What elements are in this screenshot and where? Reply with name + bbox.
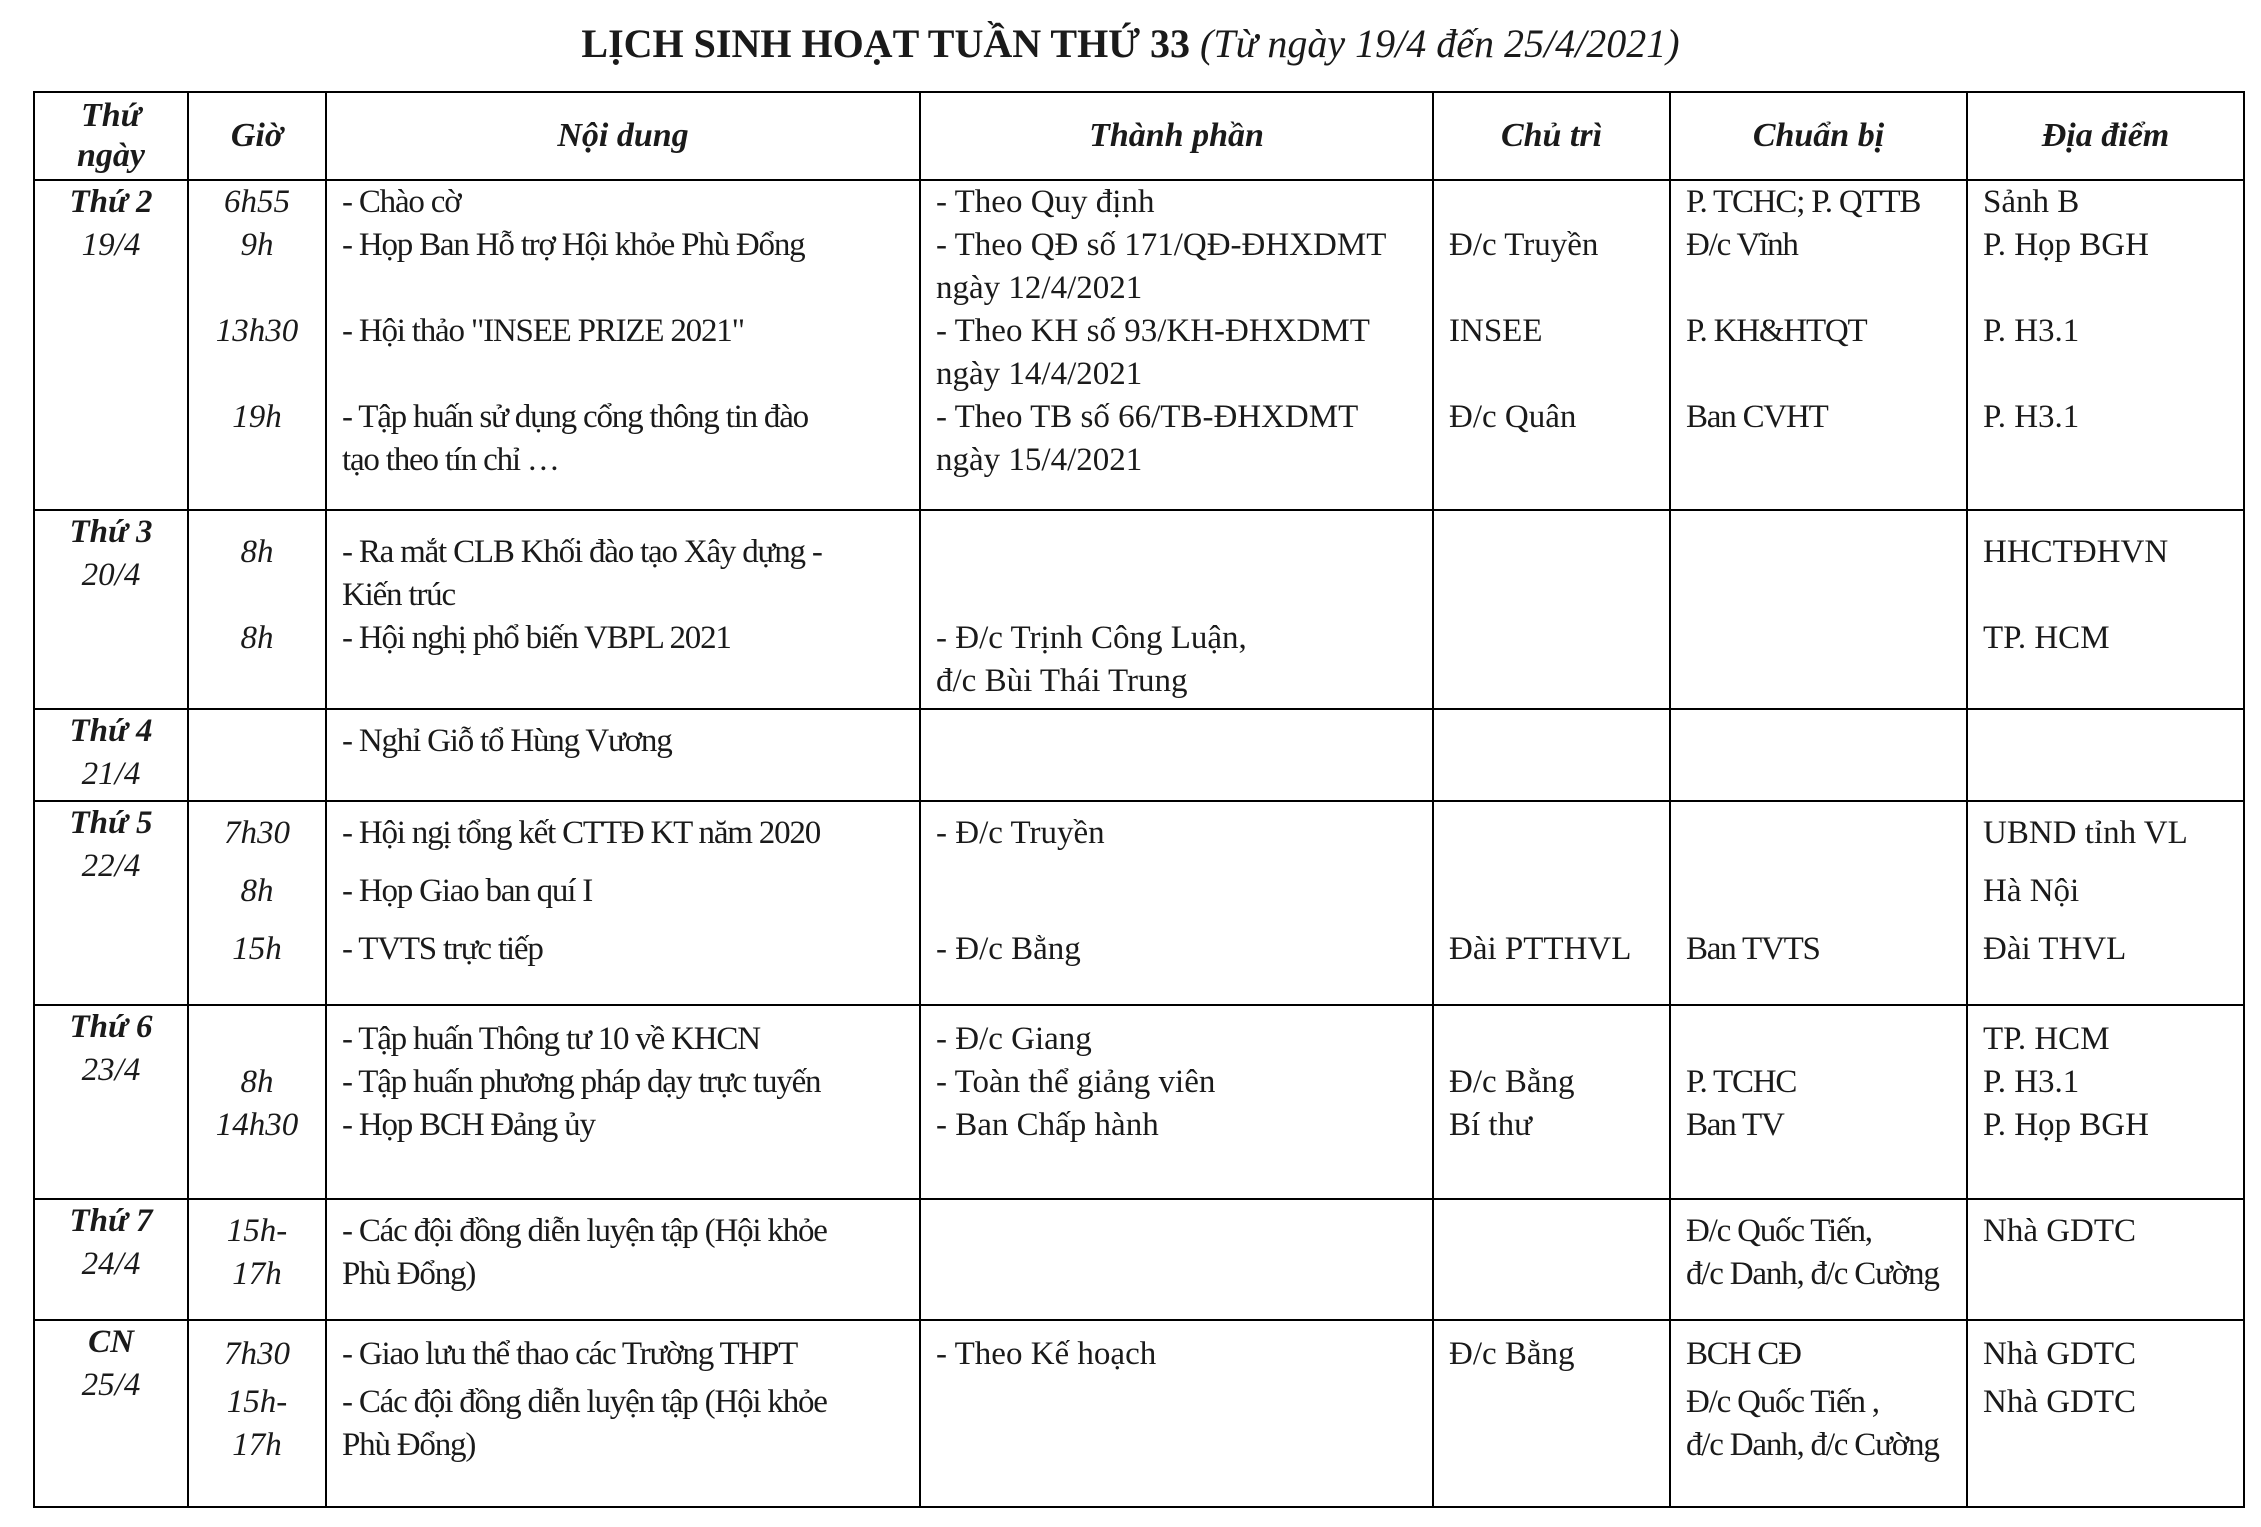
- prep-cell: [1670, 801, 1967, 1005]
- members-line: - Toàn thể giảng viên: [936, 1064, 1216, 1100]
- time-line: 15h- 17h: [226, 1384, 288, 1463]
- content-line: - Giao lưu thể thao các Trường THPT: [342, 1336, 798, 1372]
- prep-line: P. TCHC: [1686, 1064, 1797, 1100]
- members-line: - Theo KH số 93/KH-ĐHXDMT ngày 14/4/2021: [936, 313, 1370, 392]
- content-line: - Hội nghị phổ biến VBPL 2021: [342, 620, 731, 656]
- time-line: 8h: [240, 620, 274, 656]
- chair-line: Đài PTTHVL: [1449, 931, 1632, 967]
- chair-line: [1434, 1210, 1669, 1296]
- content-line: - Các đội đồng diễn luyện tập (Hội khỏe Phù Đổng): [342, 1213, 827, 1292]
- day-date: 24/4: [81, 1246, 141, 1282]
- day-name: Thứ 4: [69, 713, 153, 749]
- members-cell: [920, 801, 1433, 1005]
- content-line: - Ra mắt CLB Khối đào tạo Xây dựng - Kiến trúc: [342, 534, 822, 613]
- members-line: - Theo Quy định: [936, 184, 1155, 220]
- content-cell: [326, 801, 920, 1005]
- place-line: P. H3.1: [1983, 1064, 2080, 1100]
- content-line: - Tập huấn sử dụng cổng thông tin đào tạo theo tín chỉ …: [342, 399, 808, 478]
- content-cell: [326, 510, 920, 709]
- prep-line: Ban CVHT: [1686, 399, 1828, 435]
- place-line: Nhà GDTC: [1983, 1384, 2137, 1420]
- members-line: - Đ/c Trịnh Công Luận, đ/c Bùi Thái Trung: [936, 620, 1247, 699]
- day-cell: [34, 510, 188, 709]
- time-line: 15h- 17h: [226, 1213, 288, 1292]
- time-line: 14h30: [215, 1107, 299, 1143]
- time-line: 19h: [232, 399, 282, 435]
- place-cell: [1967, 1005, 2244, 1199]
- place-line: P. Họp BGH: [1983, 227, 2149, 263]
- day-date: 19/4: [81, 227, 141, 263]
- chair-line: INSEE: [1449, 313, 1543, 349]
- time-line: 6h55: [224, 184, 290, 220]
- chair-line: [1434, 812, 1669, 855]
- header-prep: Chuẩn bị: [1670, 92, 1967, 180]
- chair-line: [1434, 870, 1669, 913]
- place-line: Đài THVL: [1983, 931, 2127, 967]
- place-line: P. H3.1: [1983, 399, 2080, 435]
- members-line: - Đ/c Bằng: [936, 931, 1081, 967]
- members-cell: [920, 1320, 1433, 1507]
- title-main: LỊCH SINH HOẠT TUẦN THỨ 33: [581, 21, 1191, 66]
- time-line: 8h: [240, 1064, 274, 1100]
- chair-line: [1434, 1018, 1669, 1061]
- place-cell: [1967, 180, 2244, 510]
- day-date: 23/4: [81, 1052, 141, 1088]
- chair-line: Đ/c Truyền: [1449, 227, 1599, 263]
- members-cell: [920, 1199, 1433, 1320]
- members-line: [921, 720, 1432, 763]
- content-line: - Các đội đồng diễn luyện tập (Hội khỏe Phù Đổng): [342, 1384, 827, 1463]
- prep-cell: [1670, 180, 1967, 510]
- content-line: - Họp Ban Hỗ trợ Hội khỏe Phù Đổng: [342, 227, 805, 263]
- day-name: Thứ 3: [69, 514, 153, 550]
- chair-line: Bí thư: [1449, 1107, 1532, 1143]
- day-row: [34, 709, 2244, 801]
- content-line: - Chào cờ: [342, 184, 461, 220]
- day-cell: [34, 180, 188, 510]
- content-line: - Hội ngị tổng kết CTTĐ KT năm 2020: [342, 815, 821, 851]
- chair-line: [1434, 617, 1669, 703]
- content-cell: [326, 1005, 920, 1199]
- members-line: [921, 531, 1432, 617]
- day-row: [34, 1320, 2244, 1507]
- content-cell: [326, 1320, 920, 1507]
- place-cell: [1967, 709, 2244, 801]
- content-line: - Hội thảo "INSEE PRIZE 2021": [342, 313, 744, 349]
- members-line: - Theo Kế hoạch: [936, 1336, 1157, 1372]
- title-date-range: (Từ ngày 19/4 đến 25/4/2021): [1200, 21, 1680, 66]
- time-cell: [188, 801, 326, 1005]
- day-row: [34, 1005, 2244, 1199]
- chair-cell: [1433, 1320, 1670, 1507]
- prep-line: [1671, 812, 1966, 855]
- day-row: [34, 180, 2244, 510]
- day-name: Thứ 6: [69, 1009, 153, 1045]
- day-row: [34, 510, 2244, 709]
- prep-line: BCH CĐ: [1686, 1336, 1801, 1372]
- place-line: TP. HCM: [1983, 620, 2110, 656]
- prep-cell: [1670, 1005, 1967, 1199]
- chair-line: Đ/c Bằng: [1449, 1336, 1575, 1372]
- time-line: 8h: [240, 873, 274, 909]
- members-line: - Theo QĐ số 171/QĐ-ĐHXDMT ngày 12/4/2021: [936, 227, 1387, 306]
- day-date: 20/4: [81, 557, 141, 593]
- prep-cell: [1670, 709, 1967, 801]
- day-row: [34, 801, 2244, 1005]
- place-line: P. Họp BGH: [1983, 1107, 2149, 1143]
- chair-cell: [1433, 801, 1670, 1005]
- prep-line: [1671, 720, 1966, 763]
- prep-cell: [1670, 510, 1967, 709]
- time-line: 15h: [232, 931, 282, 967]
- day-row: [34, 1199, 2244, 1320]
- prep-line: [1671, 1018, 1966, 1061]
- content-line: - Tập huấn Thông tư 10 về KHCN: [342, 1021, 760, 1057]
- content-cell: [326, 1199, 920, 1320]
- time-line: 8h: [240, 534, 274, 570]
- place-line: UBND tỉnh VL: [1983, 815, 2188, 851]
- members-line: - Ban Chấp hành: [936, 1107, 1159, 1143]
- day-date: 21/4: [81, 756, 141, 792]
- place-line: [1968, 720, 2243, 763]
- members-cell: [920, 1005, 1433, 1199]
- day-name: CN: [88, 1324, 134, 1360]
- header-members: Thành phần: [920, 92, 1433, 180]
- place-cell: [1967, 1199, 2244, 1320]
- day-date: 22/4: [81, 848, 141, 884]
- day-cell: [34, 1199, 188, 1320]
- time-line: [189, 1018, 325, 1061]
- place-line: Nhà GDTC: [1983, 1336, 2137, 1372]
- place-line: P. H3.1: [1983, 313, 2080, 349]
- day-cell: [34, 1320, 188, 1507]
- place-cell: [1967, 510, 2244, 709]
- members-line: - Đ/c Truyền: [936, 815, 1105, 851]
- day-cell: [34, 709, 188, 801]
- place-line: TP. HCM: [1983, 1021, 2110, 1057]
- content-line: - Nghỉ Giỗ tổ Hùng Vương: [342, 723, 672, 759]
- time-cell: [188, 1005, 326, 1199]
- place-line: Hà Nội: [1983, 873, 2080, 909]
- header-time: Giờ: [188, 92, 326, 180]
- time-cell: [188, 180, 326, 510]
- place-cell: [1967, 1320, 2244, 1507]
- header-row: [34, 92, 2244, 180]
- members-line: - Theo TB số 66/TB-ĐHXDMT ngày 15/4/2021: [936, 399, 1359, 478]
- place-cell: [1967, 801, 2244, 1005]
- chair-line: [1434, 720, 1669, 763]
- content-line: - TVTS trực tiếp: [342, 931, 543, 967]
- prep-cell: [1670, 1199, 1967, 1320]
- content-line: - Họp Giao ban quí I: [342, 873, 593, 909]
- header-day: Thứ ngày: [34, 92, 188, 180]
- time-cell: [188, 709, 326, 801]
- header-place: Địa điểm: [1967, 92, 2244, 180]
- prep-line: Đ/c Vĩnh: [1686, 227, 1798, 263]
- time-cell: [188, 1320, 326, 1507]
- chair-line: [1434, 1381, 1669, 1467]
- chair-line: [1434, 181, 1669, 224]
- page-title: [0, 16, 2261, 72]
- day-cell: [34, 801, 188, 1005]
- prep-line: Ban TVTS: [1686, 931, 1820, 967]
- place-line: Nhà GDTC: [1983, 1213, 2137, 1249]
- content-line: - Tập huấn phương pháp dạy trực tuyến: [342, 1064, 821, 1100]
- time-cell: [188, 510, 326, 709]
- place-line: HHCTĐHVN: [1983, 534, 2169, 570]
- header-content: Nội dung: [326, 92, 920, 180]
- day-cell: [34, 1005, 188, 1199]
- prep-line: Đ/c Quốc Tiến , đ/c Danh, đ/c Cường: [1686, 1384, 1939, 1463]
- content-cell: [326, 180, 920, 510]
- prep-line: [1671, 870, 1966, 913]
- members-cell: [920, 180, 1433, 510]
- time-line: [189, 720, 325, 763]
- members-line: [921, 870, 1432, 913]
- time-cell: [188, 1199, 326, 1320]
- day-date: 25/4: [81, 1367, 141, 1403]
- time-line: 13h30: [215, 313, 299, 349]
- chair-line: Đ/c Quân: [1449, 399, 1577, 435]
- chair-cell: [1433, 180, 1670, 510]
- members-line: - Đ/c Giang: [936, 1021, 1092, 1057]
- chair-cell: [1433, 709, 1670, 801]
- chair-cell: [1433, 1199, 1670, 1320]
- prep-line: Đ/c Quốc Tiến, đ/c Danh, đ/c Cường: [1686, 1213, 1939, 1292]
- chair-cell: [1433, 1005, 1670, 1199]
- chair-line: [1434, 531, 1669, 617]
- place-line: Sảnh B: [1983, 184, 2080, 220]
- time-line: 7h30: [224, 815, 290, 851]
- prep-cell: [1670, 1320, 1967, 1507]
- prep-line: [1671, 531, 1966, 617]
- prep-line: P. KH&HTQT: [1686, 313, 1867, 349]
- members-cell: [920, 510, 1433, 709]
- time-line: 9h: [240, 227, 274, 263]
- prep-line: P. TCHC; P. QTTB: [1686, 184, 1921, 220]
- day-name: Thứ 2: [69, 184, 153, 220]
- prep-line: Ban TV: [1686, 1107, 1784, 1143]
- schedule-table: [33, 91, 2245, 1508]
- day-name: Thứ 7: [69, 1203, 153, 1239]
- header-chair: Chủ trì: [1433, 92, 1670, 180]
- members-cell: [920, 709, 1433, 801]
- chair-line: Đ/c Bằng: [1449, 1064, 1575, 1100]
- schedule-body: [34, 180, 2244, 1507]
- members-line: [921, 1381, 1432, 1467]
- day-name: Thứ 5: [69, 805, 153, 841]
- time-line: 7h30: [224, 1336, 290, 1372]
- chair-cell: [1433, 510, 1670, 709]
- content-cell: [326, 709, 920, 801]
- members-line: [921, 1210, 1432, 1296]
- prep-line: [1671, 617, 1966, 703]
- content-line: - Họp BCH Đảng ủy: [342, 1107, 595, 1143]
